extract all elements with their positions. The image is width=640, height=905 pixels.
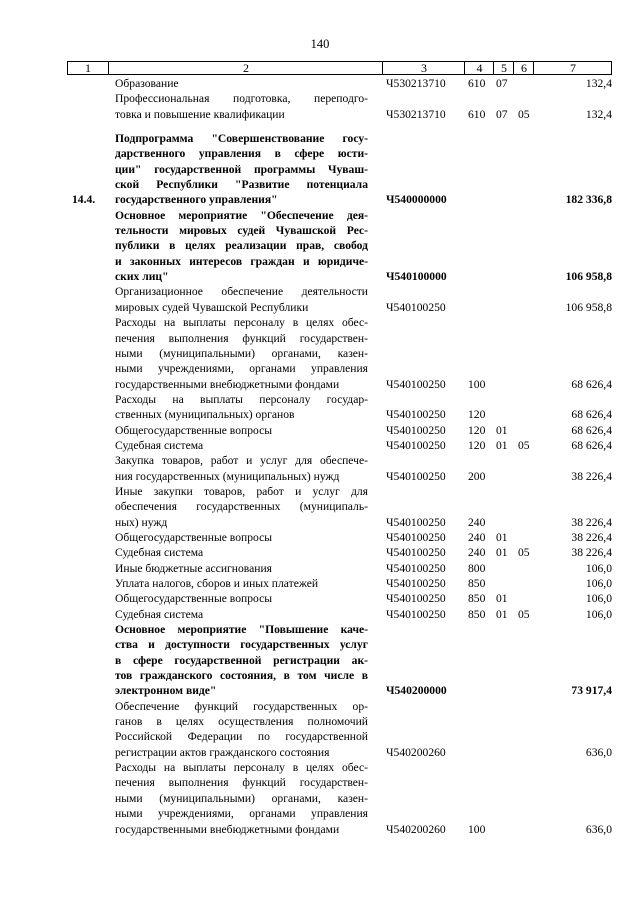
- row-name-line: Уплата налогов, сборов и иных платежей: [115, 577, 319, 590]
- header-col-6: 6: [513, 62, 534, 74]
- row-name-line: Судебная система: [115, 607, 204, 621]
- table-row: [0, 576, 640, 591]
- row-name-line: ганов в целях осуществления полномочий: [115, 715, 368, 729]
- row-code: Ч540100250: [386, 469, 446, 483]
- row-name-line: Общегосударственные вопросы: [115, 530, 273, 544]
- row-code: Ч540100250: [386, 408, 446, 422]
- row-name-line: и законных интересов граждан и юридиче-: [115, 254, 368, 268]
- row-code: Ч540100250: [386, 515, 446, 529]
- row-name-line: государственными внебюджетными фондами: [115, 377, 340, 391]
- row-name-line: государственного управления": [115, 193, 278, 207]
- row-name-line: Расходы на выплаты персоналу государ-: [115, 392, 368, 406]
- table-row: [0, 561, 640, 576]
- row-vr: 610: [468, 107, 486, 121]
- row-rz: 01: [496, 607, 508, 621]
- table-row: [0, 607, 640, 622]
- row-vr: 100: [468, 377, 486, 391]
- row-rz: 01: [496, 423, 508, 437]
- table-row: [0, 699, 640, 760]
- row-name-line: Иные бюджетные ассигнования: [115, 561, 272, 575]
- row-code: Ч540100250: [386, 577, 446, 590]
- row-name-line: Общегосударственные вопросы: [115, 592, 273, 606]
- row-name-line: ния государственных (муниципальных) нужд: [115, 469, 340, 483]
- row-sum: 68 626,4: [571, 377, 612, 391]
- row-name: [115, 423, 368, 438]
- row-sum: 106 958,8: [565, 270, 612, 284]
- row-name-line: публики в целях реализации прав, свобод: [115, 239, 368, 253]
- row-pr: 05: [518, 546, 530, 560]
- row-vr: 120: [468, 408, 486, 422]
- table-row: [0, 91, 640, 122]
- row-sum: 106,0: [585, 577, 612, 590]
- row-name: [115, 131, 368, 208]
- table-row: [0, 591, 640, 606]
- row-name-line: Расходы на выплаты персоналу в целях обес-: [115, 316, 368, 330]
- row-name-line: ными учреждениями, органами управления: [115, 807, 368, 821]
- row-name-line: ции" государственной программы Чуваш-: [115, 162, 368, 176]
- row-name-line: Судебная система: [115, 546, 204, 560]
- row-sum: 132,4: [585, 107, 612, 121]
- row-name-line: печения выполнения функций государствен-: [115, 776, 368, 790]
- row-vr: 850: [468, 592, 486, 606]
- row-name: [115, 76, 368, 91]
- row-name-line: тельности мировых судей Чувашской Рес-: [115, 224, 368, 238]
- row-code: Ч540200260: [386, 745, 446, 759]
- row-name-line: Иные закупки товаров, работ и услуг для: [115, 484, 368, 498]
- row-name-line: Основное мероприятие "Повышение каче-: [115, 623, 368, 637]
- row-code: Ч540100250: [386, 530, 446, 544]
- table-row: [0, 760, 640, 837]
- row-name-line: ных) нужд: [115, 515, 168, 529]
- row-sum: 106,0: [585, 561, 612, 575]
- row-name-line: Расходы на выплаты персоналу в целях обес-: [115, 761, 368, 775]
- row-vr: 610: [468, 77, 486, 90]
- row-name-line: ными учреждениями, органами управления: [115, 362, 368, 376]
- row-vr: 120: [468, 423, 486, 437]
- table-row: [0, 423, 640, 438]
- row-name-line: печения выполнения функций государствен-: [115, 331, 368, 345]
- row-code: Ч540100250: [386, 592, 446, 606]
- row-vr: 120: [468, 438, 486, 452]
- row-name: [115, 208, 368, 285]
- row-name-line: Общегосударственные вопросы: [115, 423, 273, 437]
- header-col-7: 7: [533, 62, 612, 74]
- row-rz: 01: [496, 438, 508, 452]
- table-row: [0, 392, 640, 423]
- row-name: [115, 576, 368, 591]
- row-sum: 132,4: [585, 77, 612, 90]
- row-code: Ч540100250: [386, 377, 446, 391]
- row-sum: 38 226,4: [571, 469, 612, 483]
- row-name-line: дарственного управления в сфере юсти-: [115, 147, 368, 161]
- row-name-line: Образование: [115, 77, 179, 90]
- row-rz: 01: [496, 530, 508, 544]
- row-pr: 05: [518, 438, 530, 452]
- row-name: [115, 438, 368, 453]
- row-vr: 240: [468, 515, 486, 529]
- row-name: [115, 561, 368, 576]
- row-code: Ч540100000: [386, 270, 447, 284]
- row-sum: 182 336,8: [565, 193, 612, 207]
- row-name-line: государственными внебюджетными фондами: [115, 822, 340, 836]
- row-name-line: в сфере государственной регистрации ак-: [115, 653, 368, 667]
- table-row: [0, 453, 640, 484]
- row-vr: 200: [468, 469, 486, 483]
- row-name: [115, 484, 368, 530]
- row-code: Ч540200000: [386, 684, 447, 698]
- row-name-line: Обеспечение функций государственных ор-: [115, 699, 368, 713]
- row-rz: 01: [496, 592, 508, 606]
- header-col-5: 5: [493, 62, 514, 74]
- row-sum: 73 917,4: [571, 684, 612, 698]
- row-code: Ч540200260: [386, 822, 446, 836]
- row-name-line: ства и доступности государственных услуг: [115, 638, 368, 652]
- row-sum: 106,0: [585, 607, 612, 621]
- row-name-line: ственных (муниципальных) органов: [115, 408, 295, 422]
- table-row: [0, 131, 640, 208]
- row-code: Ч540100250: [386, 438, 446, 452]
- row-vr: 240: [468, 546, 486, 560]
- row-vr: 850: [468, 607, 486, 621]
- header-col-4: 4: [464, 62, 494, 74]
- row-name-line: мировых судей Чувашской Республики: [115, 300, 309, 314]
- table-row: [0, 76, 640, 91]
- row-vr: 100: [468, 822, 486, 836]
- row-name: [115, 392, 368, 423]
- row-name-line: ными (муниципальными) органами, казен-: [115, 791, 368, 805]
- row-vr: 800: [468, 561, 486, 575]
- table-row: [0, 284, 640, 315]
- row-sum: 106,0: [585, 592, 612, 606]
- row-rz: 01: [496, 546, 508, 560]
- row-sum: 636,0: [585, 745, 612, 759]
- row-name-line: тов гражданского состояния, в том числе в: [115, 669, 368, 683]
- row-name: [115, 530, 368, 545]
- row-sum: 68 626,4: [571, 438, 612, 452]
- row-name: [115, 315, 368, 392]
- row-name-line: ских лиц": [115, 270, 169, 284]
- header-col-2: 2: [108, 62, 383, 74]
- row-name-line: Организационное обеспечение деятельности: [115, 285, 368, 299]
- row-name: [115, 453, 368, 484]
- row-name: [115, 91, 368, 122]
- row-sum: 68 626,4: [571, 408, 612, 422]
- row-name: [115, 607, 368, 622]
- table-row: [0, 438, 640, 453]
- row-name-line: Подпрограмма "Совершенствование госу-: [115, 132, 368, 146]
- row-vr: 240: [468, 530, 486, 544]
- row-code: Ч540100250: [386, 607, 446, 621]
- row-name-line: обеспечения государственных (муниципаль-: [115, 500, 368, 514]
- row-number: 14.4.: [72, 193, 96, 207]
- table-row: [0, 208, 640, 285]
- row-name: [115, 591, 368, 606]
- row-code: Ч540100250: [386, 546, 446, 560]
- row-sum: 38 226,4: [571, 530, 612, 544]
- row-name-line: Российской Федерации по государственной: [115, 730, 368, 744]
- row-name-line: регистрации актов гражданского состояния: [115, 745, 330, 759]
- row-code: Ч530213710: [386, 77, 446, 90]
- row-name-line: Профессиональная подготовка, переподго-: [115, 92, 368, 106]
- row-sum: 38 226,4: [571, 546, 612, 560]
- budget-table-body: [0, 76, 640, 837]
- row-pr: 05: [518, 107, 530, 121]
- row-name: [115, 622, 368, 699]
- row-rz: 07: [496, 77, 508, 90]
- row-name-line: Основное мероприятие "Обеспечение дея-: [115, 208, 368, 222]
- header-col-3: 3: [382, 62, 465, 74]
- row-name: [115, 284, 368, 315]
- row-code: Ч540100250: [386, 561, 446, 575]
- row-name-line: товка и повышение квалификации: [115, 107, 285, 121]
- row-vr: 850: [468, 577, 486, 590]
- table-row: [0, 545, 640, 560]
- table-row: [0, 315, 640, 392]
- row-code: Ч540000000: [386, 193, 447, 207]
- table-header: [67, 61, 612, 75]
- row-sum: 68 626,4: [571, 423, 612, 437]
- row-name-line: ными (муниципальными) органами, казен-: [115, 346, 368, 360]
- row-code: Ч540100250: [386, 300, 446, 314]
- row-name: [115, 760, 368, 837]
- row-pr: 05: [518, 607, 530, 621]
- table-row: [0, 530, 640, 545]
- row-name: [115, 545, 368, 560]
- row-name-line: Судебная система: [115, 438, 204, 452]
- row-sum: 106 958,8: [565, 300, 612, 314]
- table-row: [0, 622, 640, 699]
- row-name-line: Закупка товаров, работ и услуг для обеспече-: [115, 454, 368, 468]
- table-row: [0, 484, 640, 530]
- row-sum: 38 226,4: [571, 515, 612, 529]
- row-name-line: электронном виде": [115, 684, 217, 698]
- row-name: [115, 699, 368, 760]
- page-number: 140: [310, 37, 330, 51]
- row-code: Ч540100250: [386, 423, 446, 437]
- row-name-line: ской Республики "Развитие потенциала: [115, 178, 368, 192]
- row-sum: 636,0: [585, 822, 612, 836]
- row-code: Ч530213710: [386, 107, 446, 121]
- row-rz: 07: [496, 107, 508, 121]
- header-col-1: 1: [85, 61, 91, 75]
